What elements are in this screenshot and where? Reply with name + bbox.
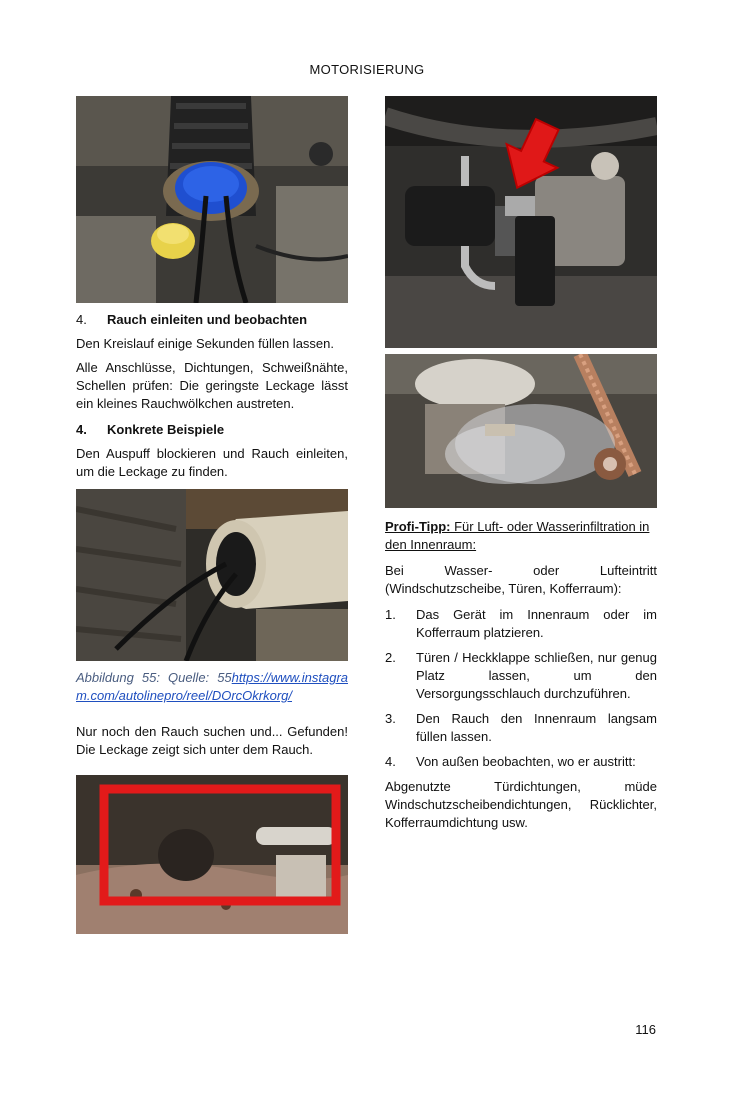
caption-prefix: Abbildung 55: Quelle: 55 (76, 670, 232, 685)
paragraph-check: Alle Anschlüsse, Dichtungen, Schweißnähte, Schellen prüfen: Die geringste Leckage lässt ein kleines Rauchwölkchen austreten. (76, 360, 348, 411)
tip-label: Profi-Tipp: (385, 519, 451, 534)
paragraph-exhaust: Den Auspuff blockieren und Rauch einleiten, um die Leckage zu finden. (76, 446, 348, 479)
list-item (385, 606, 657, 642)
leak-photo (76, 775, 348, 934)
step-4-number: 4. (76, 312, 87, 327)
page-number: 116 (635, 1022, 656, 1037)
smoke-photo (385, 354, 657, 508)
examples-title: Konkrete Beispiele (107, 422, 225, 437)
tip-outro: Abgenutzte Türdichtungen, müde Windschutzscheibendichtungen, Rücklichter, Kofferraumdichtung usw. (385, 779, 657, 830)
tip-steps (385, 606, 657, 771)
list-item-number: 2. (385, 650, 396, 665)
list-item (385, 710, 657, 746)
examples-number: 4. (76, 422, 87, 437)
list-item-text: Türen / Heckklappe schließen, nur genug Platz lassen, um den Versorgungsschlauch durchzuführen. (416, 650, 657, 701)
figure-caption (76, 669, 348, 705)
exhaust-photo (76, 489, 348, 661)
paragraph-fill: Den Kreislauf einige Sekunden füllen lassen. (76, 336, 335, 351)
list-item-number: 1. (385, 607, 396, 622)
tip-title: Für Luft- oder Wasserinfiltration in den Innenraum: (385, 519, 650, 552)
list-item-text: Das Gerät im Innenraum oder im Kofferraum platzieren. (416, 607, 657, 640)
list-item (385, 753, 657, 771)
left-column (76, 96, 348, 934)
list-item-number: 4. (385, 754, 396, 769)
paragraph-found: Nur noch den Rauch suchen und... Gefunden! Die Leckage zeigt sich unter dem Rauch. (76, 724, 348, 757)
list-item-text: Von außen beobachten, wo er austritt: (416, 754, 636, 769)
tip-intro (385, 562, 657, 598)
step-4-heading (76, 311, 348, 329)
step-4-title: Rauch einleiten und beobachten (107, 312, 308, 327)
list-item-text: Den Rauch den Innenraum langsam füllen lassen. (416, 711, 657, 744)
engine-filler-photo (76, 96, 348, 303)
list-item-number: 3. (385, 711, 396, 726)
tip-heading (385, 518, 657, 554)
page-header: MOTORISIERUNG (309, 62, 425, 77)
valve-arrow-photo (385, 96, 657, 348)
caption-link[interactable]: https://www.instagram.com/autolinepro/reel/DOrcOkrkorg/ (76, 670, 348, 703)
tip-intro-text: Bei Wasser- oder Lufteintritt (Windschutzscheibe, Türen, Kofferraum): (385, 563, 657, 596)
examples-heading (76, 421, 348, 439)
list-item (385, 649, 657, 703)
right-column (385, 96, 657, 832)
